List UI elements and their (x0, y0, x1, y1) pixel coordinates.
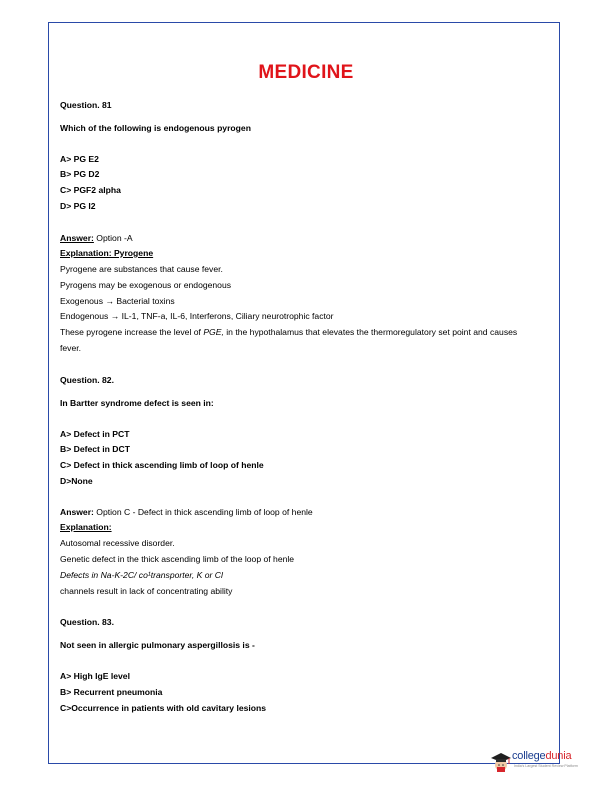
q81-explanation-line: Pyrogene are substances that cause fever. (60, 264, 223, 274)
graduation-cap-icon (490, 751, 512, 773)
q82-option-a: A> Defect in PCT (60, 429, 130, 439)
q81-answer (60, 233, 133, 244)
question-82-number: Question. 82. (60, 375, 114, 385)
q81-explanation-line: Pyrogens may be exogenous or endogenous (60, 280, 232, 290)
answer-value: Option -A (93, 233, 133, 243)
question-83-text: Not seen in allergic pulmonary aspergillosis is - (60, 640, 255, 650)
para-text: These pyrogene increase the level of (60, 327, 204, 337)
q82-explanation-line: Defects in Na-K-2C/ co¹transporter, K or Cl (60, 570, 223, 580)
answer-label: Answer: (60, 507, 94, 517)
q82-explanation-label: Explanation: (60, 522, 112, 532)
question-82-text: In Bartter syndrome defect is seen in: (60, 398, 214, 408)
question-81-number: Question. 81 (60, 100, 112, 110)
para-text: in the hypothalamus that elevates the thermoregulatory set point and causes fever. (60, 327, 518, 353)
q82-option-c: C> Defect in thick ascending limb of loop of henle (60, 460, 264, 470)
brand-logo-text (512, 750, 571, 762)
q81-explanation-label: Explanation: Pyrogene (60, 248, 154, 258)
question-83-number: Question. 83. (60, 617, 114, 627)
answer-label: Answer: (60, 233, 94, 243)
logo-prefix: college (512, 750, 546, 762)
question-81-text: Which of the following is endogenous pyrogen (60, 123, 251, 133)
q81-option-d: D> PG I2 (60, 201, 96, 211)
q83-option-b: B> Recurrent pneumonia (60, 687, 163, 697)
para-italic: PGE, (203, 327, 224, 337)
q82-explanation-line: channels result in lack of concentrating ability (60, 586, 233, 596)
q81-option-a: A> PG E2 (60, 154, 99, 164)
q82-explanation-line: Autosomal recessive disorder. (60, 538, 175, 548)
q81-explanation-line: Exogenous → Bacterial toxins (60, 296, 175, 306)
q81-explanation-paragraph (60, 324, 530, 356)
q82-answer (60, 507, 313, 518)
q83-option-a: A> High IgE level (60, 671, 130, 681)
q82-option-d: D>None (60, 476, 93, 486)
q83-option-c: C>Occurrence in patients with old cavitary lesions (60, 703, 267, 713)
q82-option-b: B> Defect in DCT (60, 444, 130, 454)
logo-suffix: dunia (545, 750, 572, 762)
q81-option-c: C> PGF2 alpha (60, 185, 121, 195)
answer-value: Option C - Defect in thick ascending limb of loop of henle (93, 507, 313, 517)
q81-explanation-line: Endogenous → IL-1, TNF-a, IL-6, Interferons, Ciliary neurotrophic factor (60, 311, 334, 321)
q81-option-b: B> PG D2 (60, 169, 100, 179)
q82-explanation-line: Genetic defect in the thick ascending limb of the loop of henle (60, 554, 295, 564)
brand-tagline: India's Largest Student Review Platform (514, 764, 578, 768)
page-title: MEDICINE (258, 62, 354, 83)
